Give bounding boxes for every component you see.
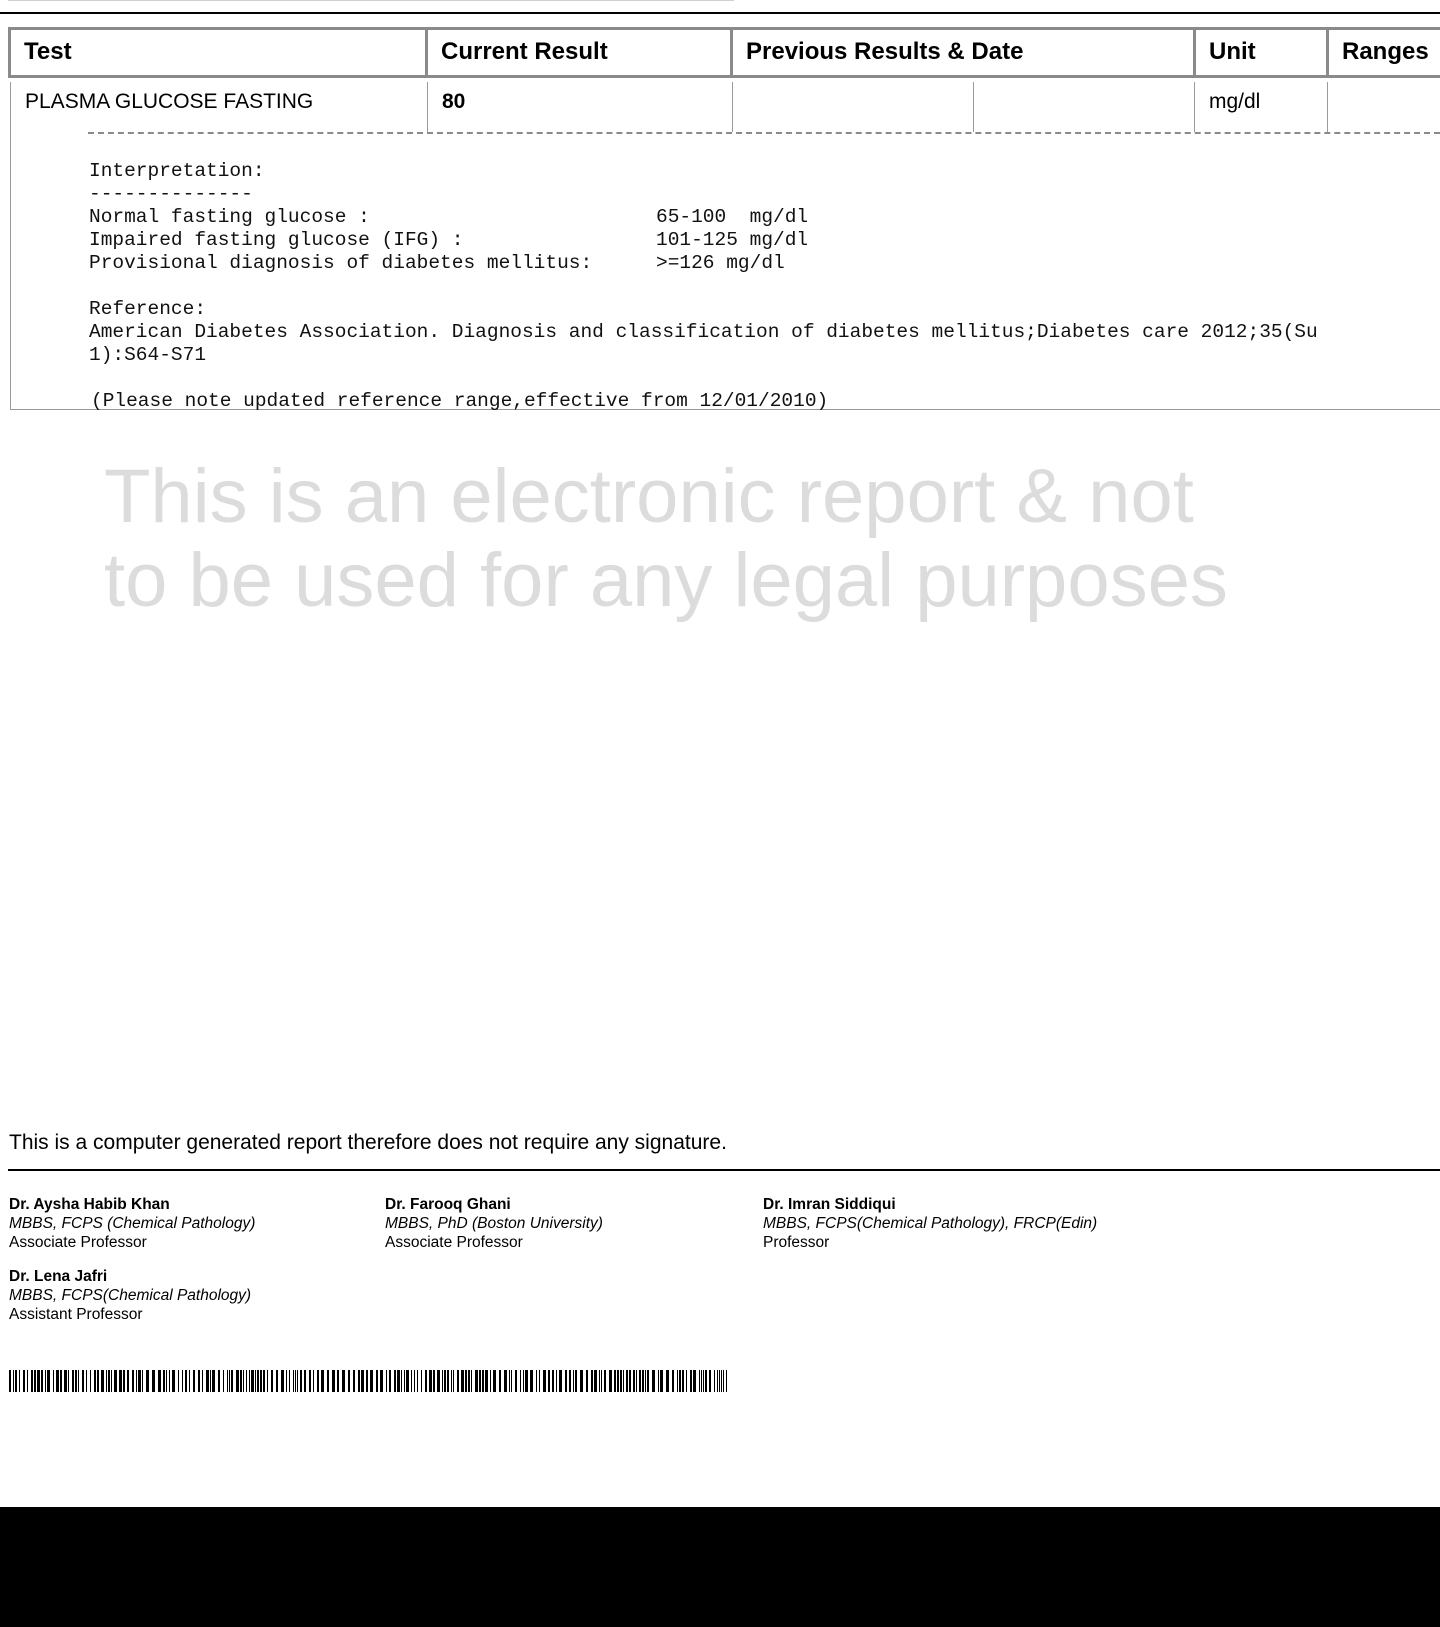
normal-fasting-label: Normal fasting glucose : <box>89 206 370 228</box>
doctor-qualification: MBBS, PhD (Boston University) <box>385 1215 603 1232</box>
black-band <box>0 1507 1440 1627</box>
reference-line-1: American Diabetes Association. Diagnosis and classification of diabetes mellitus;Diabetes care 2012;35(Su <box>89 321 1318 343</box>
doctor-signature-block <box>763 1195 1097 1252</box>
header-unit: Unit <box>1193 27 1329 78</box>
dashed-separator <box>88 132 1440 134</box>
doctor-name: Dr. Farooq Ghani <box>385 1196 511 1213</box>
doctor-name: Dr. Lena Jafri <box>9 1268 108 1285</box>
doctor-signature-block <box>385 1195 603 1252</box>
cell-test-name: PLASMA GLUCOSE FASTING <box>10 82 428 132</box>
watermark-line-2: to be used for any legal purposes <box>104 538 1228 623</box>
ifg-value: 101-125 mg/dl <box>656 229 809 251</box>
header-previous-results: Previous Results & Date <box>730 27 1196 78</box>
ifg-label: Impaired fasting glucose (IFG) : <box>89 229 464 251</box>
interpretation-title: Interpretation: <box>89 160 265 182</box>
cell-previous-result-1 <box>732 82 974 132</box>
electronic-report-watermark <box>104 455 1228 623</box>
doctor-title: Assistant Professor <box>9 1306 143 1323</box>
cell-previous-result-2 <box>973 82 1195 132</box>
doctor-signature-block <box>9 1195 255 1252</box>
doctor-qualification: MBBS, FCPS(Chemical Pathology) <box>9 1287 252 1304</box>
watermark-line-1: This is an electronic report & not <box>104 454 1194 539</box>
top-rule <box>0 12 1440 14</box>
top-thin-rule <box>8 0 734 1</box>
doctor-qualification: MBBS, FCPS(Chemical Pathology), FRCP(Edin) <box>763 1215 1098 1232</box>
barcode-icon <box>9 1370 729 1392</box>
doctor-signature-block <box>9 1267 251 1324</box>
doctor-name: Dr. Aysha Habib Khan <box>9 1196 170 1213</box>
reference-line-2: 1):S64-S71 <box>89 344 207 366</box>
cell-ranges <box>1327 82 1440 132</box>
diabetes-value: >=126 mg/dl <box>656 252 785 274</box>
doctor-title: Associate Professor <box>9 1234 147 1251</box>
reference-title: Reference: <box>89 298 207 320</box>
doctor-title: Associate Professor <box>385 1234 523 1251</box>
header-current-result: Current Result <box>425 27 733 78</box>
footer-rule <box>8 1169 1440 1171</box>
interpretation-box-left-border <box>10 132 11 410</box>
computer-generated-note: This is a computer generated report therefore does not require any signature. <box>9 1131 727 1154</box>
doctor-title: Professor <box>763 1234 830 1251</box>
header-test: Test <box>8 27 428 78</box>
reference-range-note: (Please note updated reference range,effective from 12/01/2010) <box>91 390 829 412</box>
cell-unit: mg/dl <box>1194 82 1328 132</box>
header-ranges: Ranges <box>1326 27 1440 78</box>
doctor-name: Dr. Imran Siddiqui <box>763 1196 896 1213</box>
diabetes-label: Provisional diagnosis of diabetes mellitus: <box>89 252 593 274</box>
doctor-qualification: MBBS, FCPS (Chemical Pathology) <box>9 1215 256 1232</box>
normal-fasting-value: 65-100 mg/dl <box>656 206 809 228</box>
interpretation-underline: -------------- <box>89 183 253 205</box>
cell-current-result: 80 <box>427 82 733 132</box>
